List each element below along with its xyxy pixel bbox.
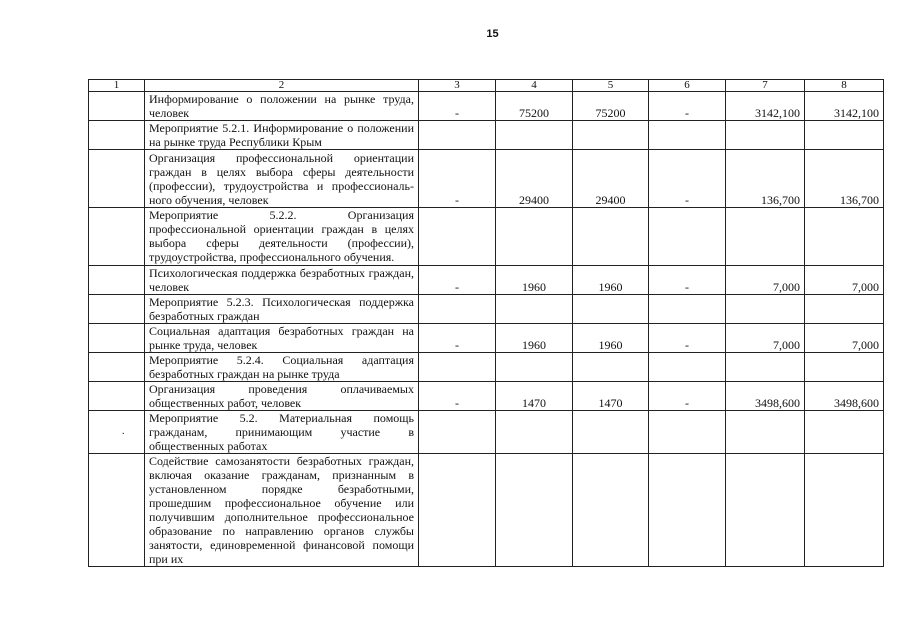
- cell-col4: 29400: [496, 150, 573, 208]
- column-header: 5: [573, 80, 649, 92]
- measure-row: [89, 295, 884, 324]
- cell-col3: -: [419, 324, 496, 353]
- cell-col4: 1960: [496, 324, 573, 353]
- cell-col3: -: [419, 382, 496, 411]
- measure-description: Мероприятие 5.2. Материальная помощь гражданам, принимающим участие в общественных работах: [145, 411, 419, 454]
- page-number: 15: [486, 28, 499, 40]
- indicator-description: Организация проведения оплачиваемых общественных работ, человек: [145, 382, 419, 411]
- cell-col7: 7,000: [726, 324, 805, 353]
- cell-col5: 1470: [573, 382, 649, 411]
- scan-artifact-dot: .: [122, 426, 125, 437]
- cell-col6: -: [649, 150, 726, 208]
- cell-col5: 29400: [573, 150, 649, 208]
- measure-description: Содействие самозанятости безработных граждан, включая оказание гражданам, признанным в установленном порядке безработными, прошедшим профессиональное обучение или получившим дополнительное профессиональное образование по направлению органов службы занятости, единовременной финансовой помощи при их: [145, 454, 419, 567]
- cell-col8: 3142,100: [805, 92, 884, 121]
- measure-description: Мероприятие 5.2.1. Информирование о положении на рынке труда Республики Крым: [145, 121, 419, 150]
- cell-col3: -: [419, 150, 496, 208]
- cell-col4: 75200: [496, 92, 573, 121]
- measure-row: [89, 353, 884, 382]
- cell-col7: 136,700: [726, 150, 805, 208]
- column-number-row: [89, 80, 884, 92]
- indicator-description: Психологическая поддержка безработных граждан, человек: [145, 266, 419, 295]
- indicator-row: [89, 382, 884, 411]
- cell-col3: -: [419, 266, 496, 295]
- cell-col6: -: [649, 92, 726, 121]
- cell-col5: 1960: [573, 324, 649, 353]
- indicator-description: Социальная адаптация безработных граждан на рынке труда, человек: [145, 324, 419, 353]
- indicator-description: Организация профессиональной ориентации граждан в целях выбора сферы деятельности (профессии), трудоустройства и профессиональ-ного обучения, человек: [145, 150, 419, 208]
- measure-description: Мероприятие 5.2.2. Организация профессиональной ориентации граждан в целях выбора сферы деятельности (профессии), трудоустройства, профессионального обучения.: [145, 208, 419, 266]
- program-table: [88, 79, 884, 567]
- indicator-row: [89, 150, 884, 208]
- cell-col7: 3498,600: [726, 382, 805, 411]
- column-header: 4: [496, 80, 573, 92]
- column-header: 7: [726, 80, 805, 92]
- column-header: 1: [89, 80, 145, 92]
- cell-col8: 136,700: [805, 150, 884, 208]
- measure-row: [89, 121, 884, 150]
- measure-description: Мероприятие 5.2.4. Социальная адаптация безработных граждан на рынке труда: [145, 353, 419, 382]
- cell-col7: 7,000: [726, 266, 805, 295]
- column-header: 6: [649, 80, 726, 92]
- cell-col3: -: [419, 92, 496, 121]
- cell-col5: 1960: [573, 266, 649, 295]
- indicator-row: [89, 92, 884, 121]
- cell-col4: 1960: [496, 266, 573, 295]
- column-header: 3: [419, 80, 496, 92]
- cell-col5: 75200: [573, 92, 649, 121]
- cell-col8: 7,000: [805, 266, 884, 295]
- column-header: 2: [145, 80, 419, 92]
- cell-col6: -: [649, 324, 726, 353]
- cell-col7: 3142,100: [726, 92, 805, 121]
- measure-row: [89, 411, 884, 454]
- indicator-description: Информирование о положении на рынке труда, человек: [145, 92, 419, 121]
- indicator-row: [89, 266, 884, 295]
- cell-col8: 7,000: [805, 324, 884, 353]
- cell-col4: 1470: [496, 382, 573, 411]
- measure-row: [89, 208, 884, 266]
- cell-col8: 3498,600: [805, 382, 884, 411]
- column-header: 8: [805, 80, 884, 92]
- cell-col6: -: [649, 266, 726, 295]
- cell-col6: -: [649, 382, 726, 411]
- indicator-row: [89, 324, 884, 353]
- measure-row: [89, 454, 884, 567]
- measure-description: Мероприятие 5.2.3. Психологическая поддержка безработных граждан: [145, 295, 419, 324]
